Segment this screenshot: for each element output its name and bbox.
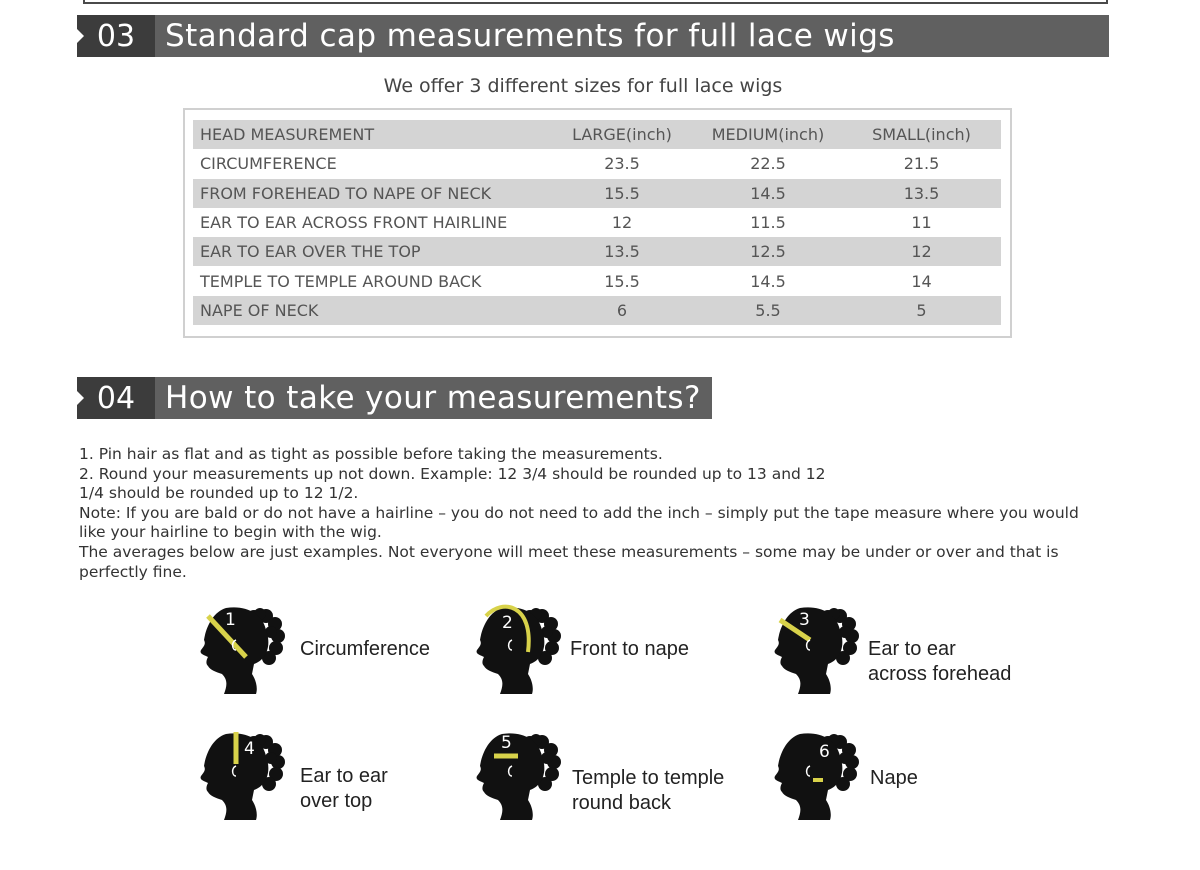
instruction-line: 1/4 should be rounded up to 12 1/2. [79, 484, 359, 503]
small-value: 13.5 [903, 183, 940, 203]
instruction-line: The averages below are just examples. Not everyone will meet these measurements – some may be under or over and that is perfectly fine. [79, 542, 1059, 581]
top-frame-divider [83, 0, 1108, 4]
measurement-instructions [79, 445, 1079, 582]
section-number: 03 [77, 15, 155, 57]
medium-value: 5.5 [755, 300, 781, 320]
medium-value: 14.5 [750, 183, 786, 203]
table-header-row [193, 120, 1001, 149]
header-cell: SMALL(inch) [872, 125, 971, 145]
instruction-line: 1. Pin hair as flat and as tight as possible before taking the measurements. [79, 445, 663, 463]
diagram-label [868, 637, 1011, 687]
instruction-line: Note: If you are bald or do not have a hairline – you do not need to add the inch – simply put the tape measure where you would like your hairline to begin with the wig. [79, 503, 1079, 542]
head-silhouette-icon [770, 728, 860, 820]
head-silhouette-icon [196, 602, 286, 694]
head-silhouette-icon [770, 602, 860, 694]
size-table [193, 120, 1001, 325]
measurement-name: EAR TO EAR ACROSS FRONT HAIRLINE [200, 213, 508, 233]
diagram-label-line: Ear to ear [868, 638, 956, 660]
large-value: 6 [616, 300, 628, 320]
medium-value: 14.5 [750, 271, 786, 291]
diagram-label [870, 766, 918, 791]
small-value: 14 [911, 271, 932, 291]
diagram-number: 4 [244, 739, 255, 759]
instruction-line: 2. Round your measurements up not down. Example: 12 3/4 should be rounded up to 13 and 12 [79, 464, 826, 483]
small-value: 5 [916, 300, 927, 320]
measurement-name: EAR TO EAR OVER THE TOP [200, 242, 421, 262]
diagram-label-line: Circumference [300, 638, 431, 660]
diagram-label [572, 766, 724, 816]
section-title: How to take your measurements? [165, 380, 701, 416]
table-row [193, 149, 1001, 178]
head-silhouette-icon [472, 728, 562, 820]
measurement-name: NAPE OF NECK [200, 300, 319, 320]
header-cell: HEAD MEASUREMENT [200, 125, 375, 145]
diagram-label-line: Ear to ear [300, 765, 388, 787]
table-row [193, 266, 1001, 295]
table-row [193, 296, 1001, 325]
measurement-name: CIRCUMFERENCE [200, 154, 337, 174]
head-silhouette-icon [472, 602, 562, 694]
diagram-label [300, 764, 388, 814]
diagram-number: 5 [501, 733, 512, 753]
section-banner-04 [77, 377, 712, 419]
diagram-label-line: over top [300, 790, 373, 812]
medium-value: 12.5 [750, 242, 786, 262]
table-row [193, 208, 1001, 237]
section-number: 04 [77, 377, 155, 419]
section-title: Standard cap measurements for full lace wigs [165, 18, 895, 54]
large-value: 23.5 [604, 154, 640, 174]
diagram-label-line: Nape [870, 767, 918, 789]
header-cell: MEDIUM(inch) [711, 125, 825, 145]
diagram-label-line: Front to nape [570, 638, 689, 660]
sizes-subtitle: We offer 3 different sizes for full lace wigs [383, 75, 783, 97]
diagram-label [570, 637, 689, 662]
diagram-number: 1 [225, 610, 236, 630]
small-value: 11 [911, 213, 932, 233]
diagram-label-line: across forehead [868, 663, 1012, 685]
medium-value: 11.5 [750, 213, 786, 233]
diagram-label [300, 637, 430, 662]
large-value: 15.5 [604, 271, 640, 291]
table-row [193, 237, 1001, 266]
large-value: 13.5 [604, 242, 640, 262]
diagram-label-line: Temple to temple [572, 767, 725, 789]
head-silhouette-icon [196, 728, 286, 820]
medium-value: 22.5 [750, 154, 786, 174]
diagram-number: 2 [502, 613, 513, 633]
large-value: 15.5 [604, 183, 640, 203]
measurement-name: FROM FOREHEAD TO NAPE OF NECK [200, 183, 492, 203]
diagram-number: 6 [819, 742, 830, 762]
diagram-label-line: round back [572, 792, 671, 814]
section-banner-03 [77, 15, 1109, 57]
table-row [193, 179, 1001, 208]
small-value: 21.5 [903, 154, 940, 174]
measurement-name: TEMPLE TO TEMPLE AROUND BACK [200, 271, 482, 291]
large-value: 12 [611, 213, 633, 233]
diagram-number: 3 [799, 610, 810, 630]
header-cell: LARGE(inch) [572, 125, 672, 145]
small-value: 12 [911, 242, 932, 262]
